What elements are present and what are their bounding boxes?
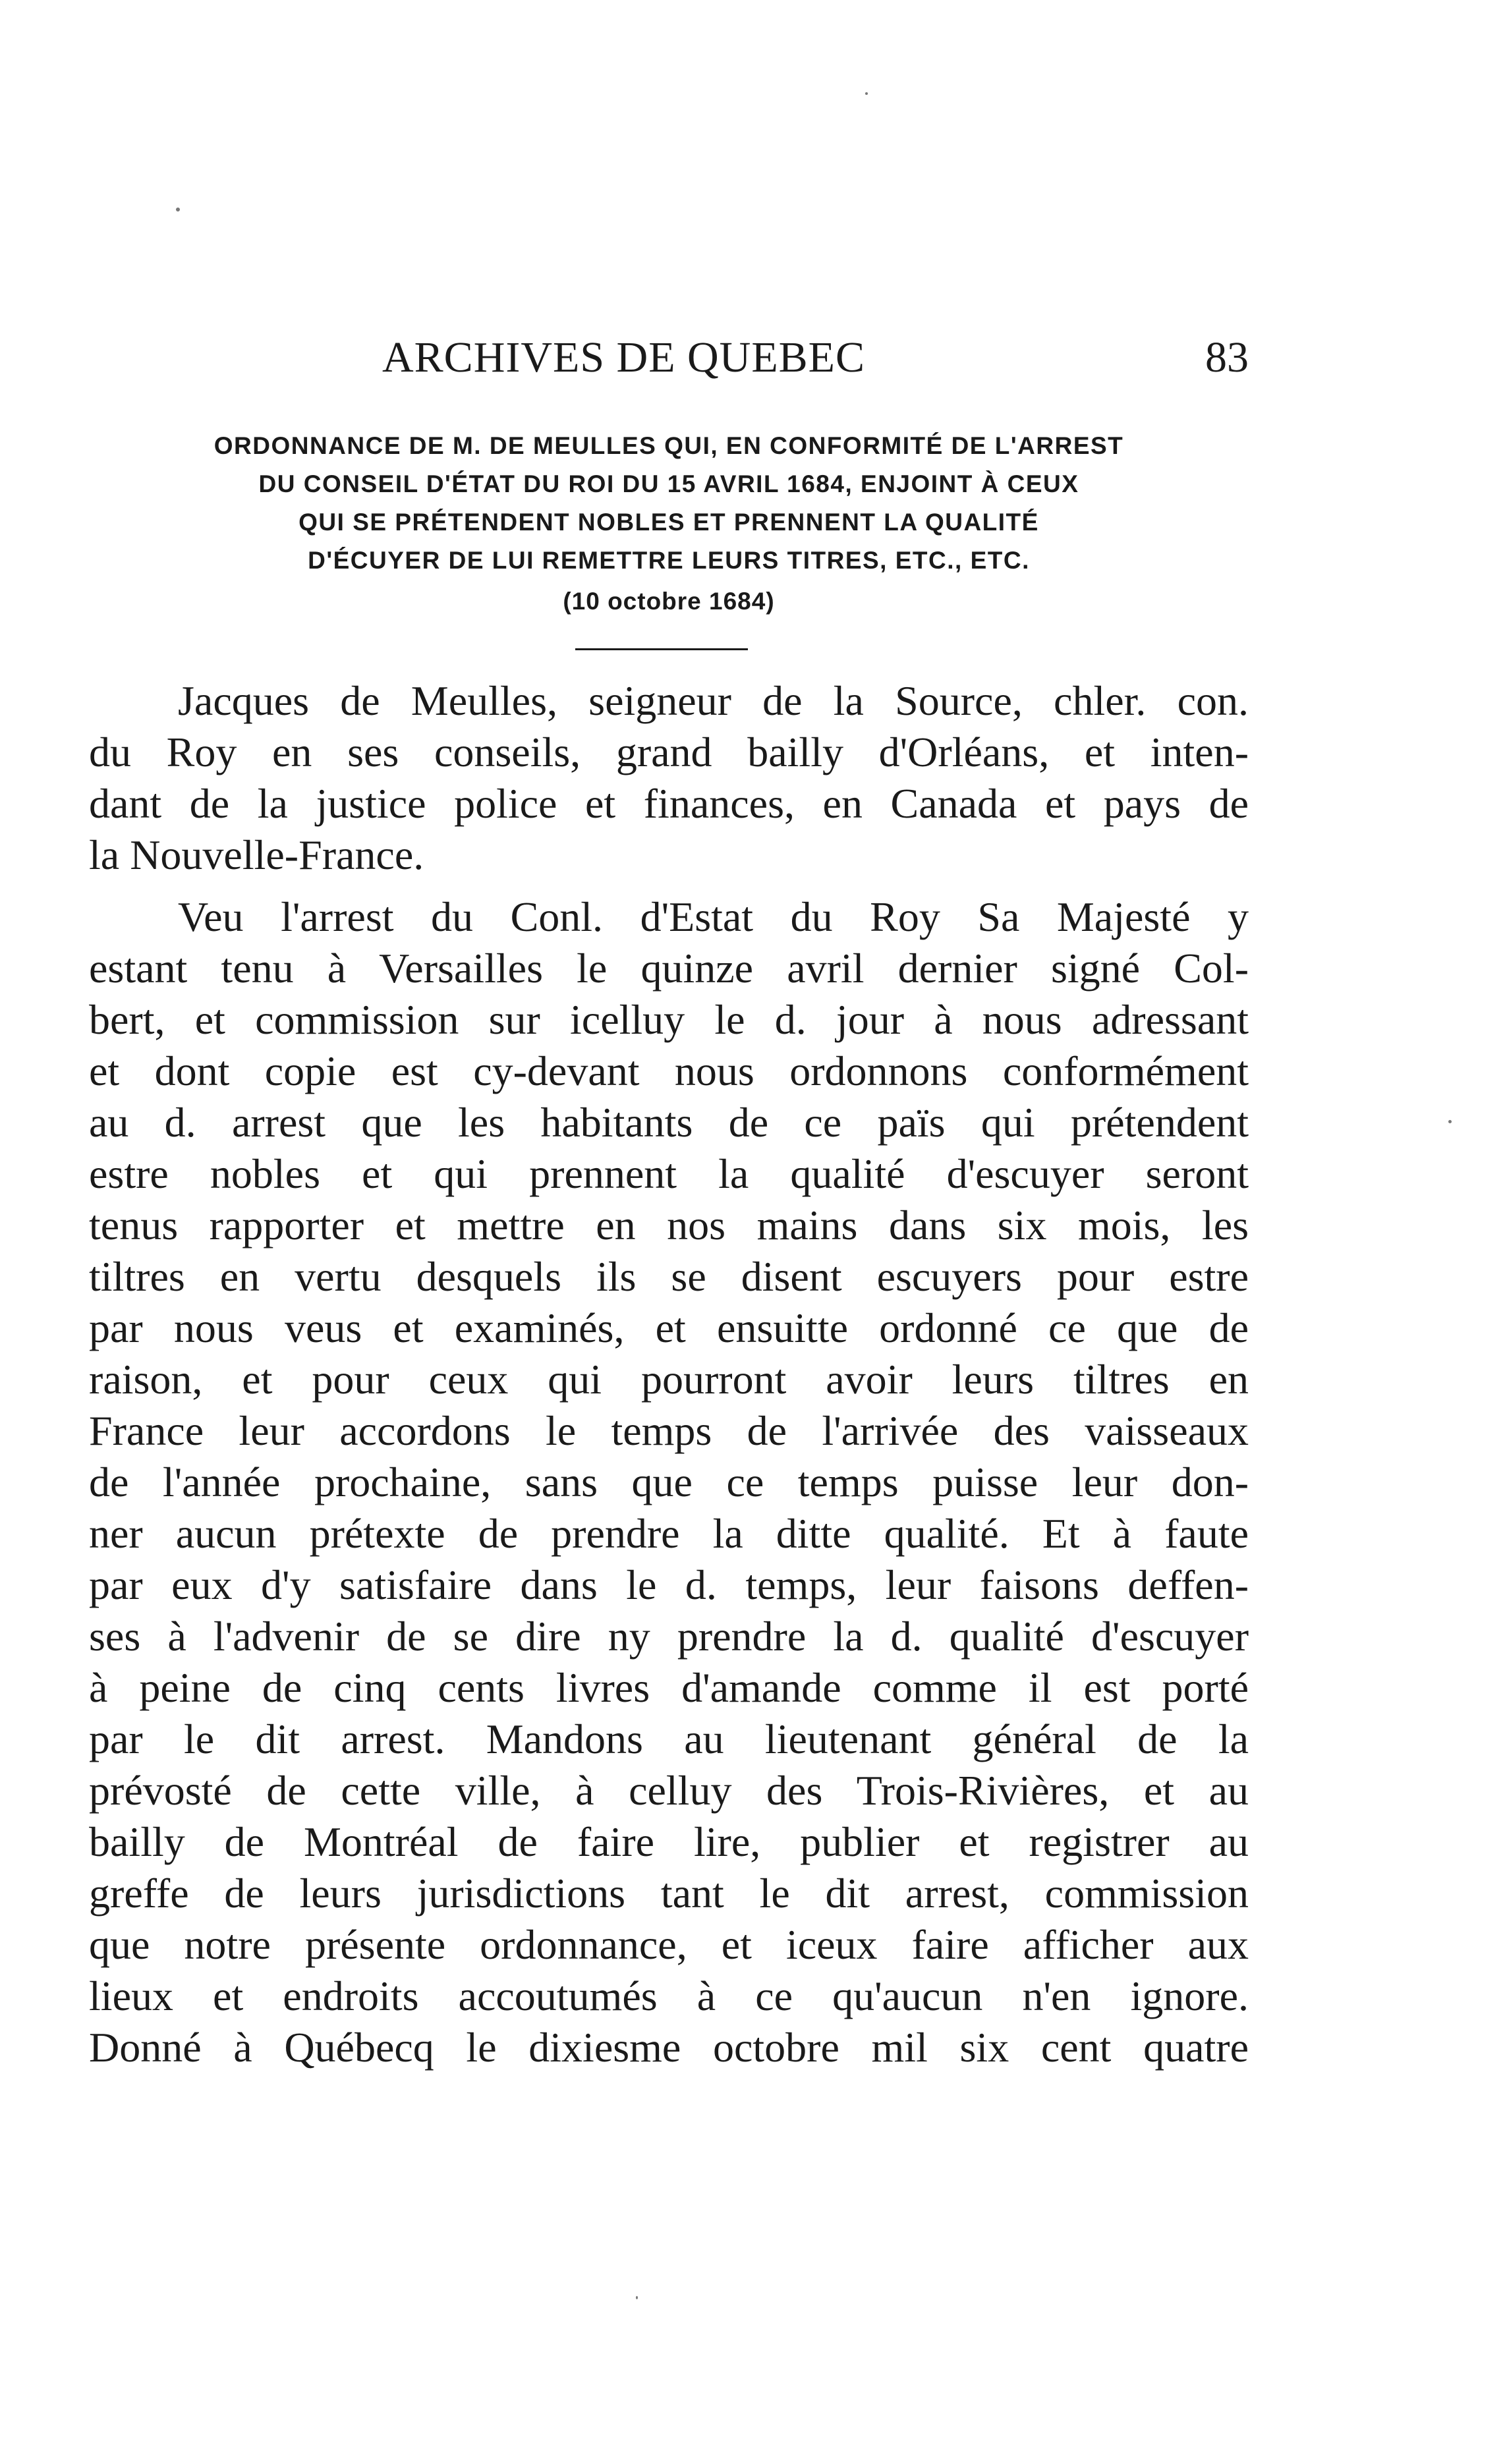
text-line: ner aucun prétexte de prendre la ditte qualité. Et à faute [89, 1510, 1249, 1557]
text-line: au d. arrest que les habitants de ce païs qui prétendent [89, 1099, 1249, 1146]
text-line: la Nouvelle-France. [89, 831, 424, 878]
text-line: du Roy en ses conseils, grand bailly d'Orléans, et inten- [89, 729, 1249, 775]
section-rule [575, 648, 748, 650]
text-line: Donné à Québecq le dixiesme octobre mil six cent quatre [89, 2024, 1249, 2071]
paragraph [89, 675, 1249, 881]
text-line: à peine de cinq cents livres d'amande comme il est porté [89, 1664, 1249, 1711]
text-line: par nous veus et examinés, et ensuitte ordonné ce que de [89, 1304, 1249, 1351]
text-line: estant tenu à Versailles le quinze avril dernier signé Col- [89, 945, 1249, 992]
scan-speck [1448, 1120, 1452, 1123]
text-line: bailly de Montréal de faire lire, publier et registrer au [89, 1818, 1249, 1865]
text-line: par le dit arrest. Mandons au lieutenant général de la [89, 1716, 1249, 1762]
text-line: lieux et endroits accoutumés à ce qu'aucun n'en ignore. [89, 1973, 1249, 2019]
scan-speck [636, 2296, 638, 2299]
scan-speck [176, 208, 180, 211]
text-line: ses à l'advenir de se dire ny prendre la d. qualité d'escuyer [89, 1613, 1249, 1660]
heading-date: (10 octobre 1684) [563, 588, 775, 615]
text-line: par eux d'y satisfaire dans le d. temps, leur faisons deffen- [89, 1561, 1249, 1608]
text-line: Veu l'arrest du Conl. d'Estat du Roy Sa Majesté y [178, 893, 1249, 940]
text-line: et dont copie est cy-devant nous ordonnons conformément [89, 1048, 1249, 1094]
text-line: de l'année prochaine, sans que ce temps puisse leur don- [89, 1459, 1249, 1505]
heading-line: D'ÉCUYER DE LUI REMETTRE LEURS TITRES, ETC., ETC. [308, 547, 1030, 574]
heading-line: QUI SE PRÉTENDENT NOBLES ET PRENNENT LA QUALITÉ [298, 509, 1039, 536]
heading-line: ORDONNANCE DE M. DE MEULLES QUI, EN CONFORMITÉ DE L'ARREST [213, 432, 1124, 459]
text-line: greffe de leurs jurisdictions tant le dit arrest, commission [89, 1870, 1249, 1917]
text-line: bert, et commission sur icelluy le d. jour à nous adressant [89, 996, 1249, 1043]
text-line: tenus rapporter et mettre en nos mains dans six mois, les [89, 1202, 1249, 1248]
page-number: 83 [1205, 333, 1249, 381]
text-line: estre nobles et qui prennent la qualité d'escuyer seront [89, 1150, 1249, 1197]
text-line: tiltres en vertu desquels ils se disent escuyers pour estre [89, 1253, 1249, 1300]
heading-line: DU CONSEIL D'ÉTAT DU ROI DU 15 AVRIL 1684, ENJOINT À CEUX [258, 470, 1079, 497]
text-line: prévosté de cette ville, à celluy des Trois-Rivières, et au [89, 1767, 1249, 1814]
text-line: France leur accordons le temps de l'arrivée des vaisseaux [89, 1407, 1249, 1454]
text-line: raison, et pour ceux qui pourront avoir leurs tiltres en [89, 1356, 1249, 1403]
text-line: dant de la justice police et finances, en Canada et pays de [89, 780, 1249, 827]
scan-speck [865, 92, 868, 95]
body-text [89, 675, 1249, 2084]
document-heading [89, 427, 1249, 621]
paragraph [89, 891, 1249, 2073]
text-line: que notre présente ordonnance, et iceux faire afficher aux [89, 1921, 1249, 1968]
text-line: Jacques de Meulles, seigneur de la Source, chler. con. [178, 677, 1249, 724]
running-head [89, 333, 1249, 392]
running-title: ARCHIVES DE QUEBEC [382, 333, 866, 381]
